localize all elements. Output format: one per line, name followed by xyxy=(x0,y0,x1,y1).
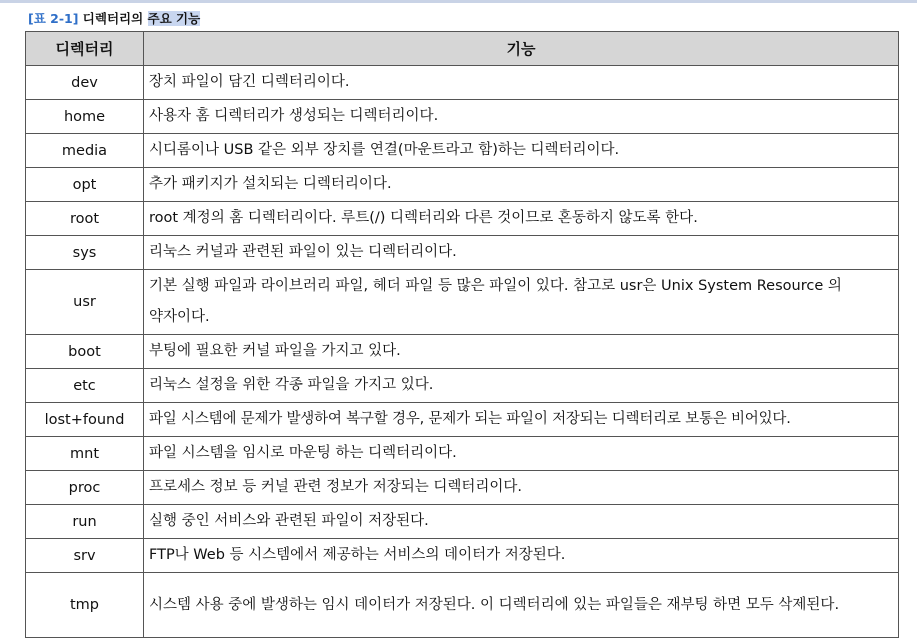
directory-name: boot xyxy=(26,335,144,369)
table-row xyxy=(26,505,899,539)
table-row xyxy=(26,437,899,471)
table-number: [표 2-1] xyxy=(28,11,79,26)
directory-name: mnt xyxy=(26,437,144,471)
directory-description: 프로세스 정보 등 커널 관련 정보가 저장되는 디렉터리이다. xyxy=(144,471,899,505)
directory-name: etc xyxy=(26,369,144,403)
directory-description: 리눅스 커널과 관련된 파일이 있는 디렉터리이다. xyxy=(144,236,899,270)
directory-description: 파일 시스템을 임시로 마운팅 하는 디렉터리이다. xyxy=(144,437,899,471)
directory-name: sys xyxy=(26,236,144,270)
header-function: 기능 xyxy=(144,32,899,66)
table-row xyxy=(26,403,899,437)
table-row xyxy=(26,573,899,638)
directory-name: root xyxy=(26,202,144,236)
directory-description: 사용자 홈 디렉터리가 생성되는 디렉터리이다. xyxy=(144,100,899,134)
directory-description: 부팅에 필요한 커널 파일을 가지고 있다. xyxy=(144,335,899,369)
table-row xyxy=(26,100,899,134)
directory-description: 파일 시스템에 문제가 발생하여 복구할 경우, 문제가 되는 파일이 저장되는 디렉터리로 보통은 비어있다. xyxy=(144,403,899,437)
table-title-prefix: 디렉터리의 xyxy=(78,11,148,26)
table-row xyxy=(26,369,899,403)
directory-description: 추가 패키지가 설치되는 디렉터리이다. xyxy=(144,168,899,202)
header-directory: 디렉터리 xyxy=(26,32,144,66)
table-row xyxy=(26,270,899,335)
directory-name: home xyxy=(26,100,144,134)
table-row xyxy=(26,335,899,369)
directory-table xyxy=(25,31,899,638)
header-row xyxy=(26,32,899,66)
table-row xyxy=(26,66,899,100)
table-row xyxy=(26,134,899,168)
table-row xyxy=(26,539,899,573)
directory-name: proc xyxy=(26,471,144,505)
directory-name: srv xyxy=(26,539,144,573)
directory-description: 기본 실행 파일과 라이브러리 파일, 헤더 파일 등 많은 파일이 있다. 참고로 usr은 Unix System Resource 의 약자이다. xyxy=(144,270,899,335)
directory-name: media xyxy=(26,134,144,168)
directory-name: usr xyxy=(26,270,144,335)
directory-description: 실행 중인 서비스와 관련된 파일이 저장된다. xyxy=(144,505,899,539)
top-rule xyxy=(0,0,917,3)
directory-name: dev xyxy=(26,66,144,100)
directory-description: 시스템 사용 중에 발생하는 임시 데이터가 저장된다. 이 디렉터리에 있는 파일들은 재부팅 하면 모두 삭제된다. xyxy=(144,573,899,638)
table-row xyxy=(26,236,899,270)
directory-name: opt xyxy=(26,168,144,202)
table-row xyxy=(26,168,899,202)
directory-description: 장치 파일이 담긴 디렉터리이다. xyxy=(144,66,899,100)
directory-description: 시디롬이나 USB 같은 외부 장치를 연결(마운트라고 함)하는 디렉터리이다. xyxy=(144,134,899,168)
table-row xyxy=(26,202,899,236)
directory-description: FTP나 Web 등 시스템에서 제공하는 서비스의 데이터가 저장된다. xyxy=(144,539,899,573)
directory-description: root 계정의 홈 디렉터리이다. 루트(/) 디렉터리와 다른 것이므로 혼동하지 않도록 한다. xyxy=(144,202,899,236)
directory-name: tmp xyxy=(26,573,144,638)
table-row xyxy=(26,471,899,505)
directory-name: lost+found xyxy=(26,403,144,437)
directory-name: run xyxy=(26,505,144,539)
table-caption xyxy=(28,8,200,30)
table-title-highlight: 주요 기능 xyxy=(147,11,201,26)
directory-description: 리눅스 설정을 위한 각종 파일을 가지고 있다. xyxy=(144,369,899,403)
